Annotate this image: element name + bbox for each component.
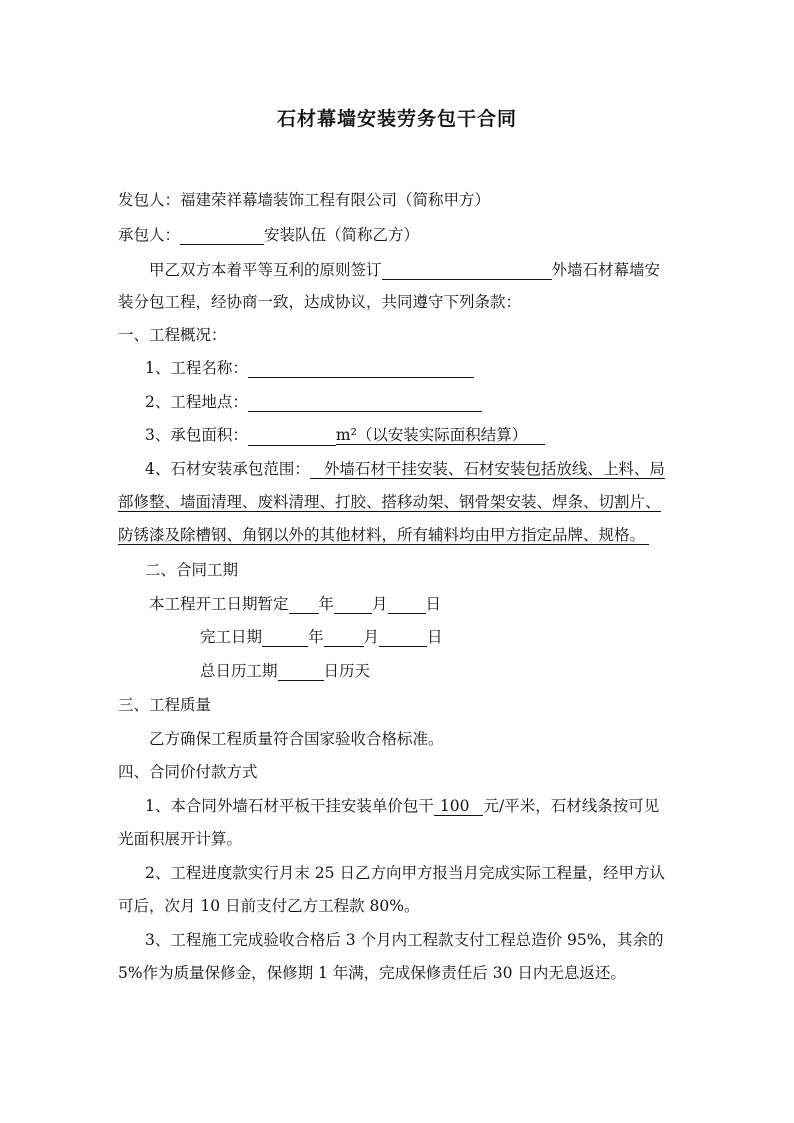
project-location-line [145, 392, 482, 412]
scope-line-3 [118, 525, 649, 545]
total-duration-label: 总日历工期 [200, 662, 278, 680]
payment-item-2-line-1: 2、工程进度款实行月末 25 日乙方向甲方报当月完成实际工程量，经甲方认 [145, 864, 665, 882]
end-month-label: 月 [363, 628, 380, 646]
start-year-label: 年 [318, 595, 335, 613]
quality-text: 乙方确保工程质量符合国家验收合格标准。 [149, 730, 444, 748]
payment-item-1-prefix: 1、本合同外墙石材平板干挂安装单价包干 [145, 797, 434, 815]
document-title: 石材幕墙安装劳务包干合同 [276, 108, 517, 130]
contract-area-suffix: m²（以安装实际面积结算） [336, 426, 545, 445]
contract-area-label: 3、承包面积： [145, 426, 248, 444]
payment-item-1-line-1 [145, 796, 659, 816]
contractor-line [118, 225, 419, 245]
scope-text-1: 外墙石材干挂安装、石材安装包括放线、上料、局 [310, 460, 665, 479]
end-date-label: 完工日期 [200, 628, 263, 646]
total-duration-suffix: 日历天 [323, 662, 371, 680]
contract-area-blank[interactable] [248, 427, 336, 446]
scope-text-3: 防锈漆及除槽钢、角钢以外的其他材料，所有辅料均由甲方指定品牌、规格。 [118, 526, 649, 545]
contractor-blank[interactable] [180, 226, 264, 245]
start-month-blank[interactable] [334, 595, 372, 614]
end-day-blank[interactable] [379, 628, 427, 647]
scope-line-1 [145, 459, 665, 479]
intro-prefix: 甲乙双方本着平等互利的原则签订 [149, 261, 382, 279]
intro-suffix: 外墙石材幕墙安 [551, 261, 661, 279]
end-date-line [200, 627, 443, 647]
intro-line-1 [149, 260, 660, 280]
end-year-blank[interactable] [262, 628, 308, 647]
project-name-blank[interactable] [248, 359, 474, 378]
contractor-label: 承包人： [118, 226, 181, 244]
start-day-blank[interactable] [388, 595, 426, 614]
total-duration-blank[interactable] [278, 662, 324, 681]
section1-heading: 一、工程概况： [118, 326, 227, 344]
total-duration-line [200, 661, 370, 681]
start-date-label: 本工程开工日期暂定 [149, 595, 289, 613]
start-month-label: 月 [372, 595, 388, 613]
section3-heading: 三、工程质量 [118, 696, 212, 714]
contract-area-line [145, 425, 545, 446]
project-blank[interactable] [382, 261, 552, 280]
payment-item-1-line-2: 光面积展开计算。 [118, 830, 243, 848]
intro-line-2: 装分包工程，经协商一致，达成协议，共同遵守下列条款： [118, 293, 522, 311]
scope-text-2: 部修整、墙面清理、废料清理、打胶、搭移动架、钢骨架安装、焊条、切割片、 [118, 493, 661, 511]
payment-item-3-line-1: 3、工程施工完成验收合格后 3 个月内工程款支付工程总造价 95%，其余的 [145, 931, 664, 949]
project-location-blank[interactable] [248, 393, 482, 412]
start-day-label: 日 [425, 595, 442, 613]
payment-item-3-line-2: 5%作为质量保修金，保修期 1 年满，完成保修责任后 30 日内无息返还。 [118, 964, 626, 982]
payment-item-1-suffix: 元/平米，石材线条按可见 [483, 797, 660, 815]
scope-label: 4、石材安装承包范围： [145, 460, 310, 478]
end-month-blank[interactable] [324, 628, 364, 647]
employer-line: 发包人：福建荣祥幕墙装饰工程有限公司（简称甲方） [118, 191, 491, 209]
section4-heading: 四、合同价付款方式 [118, 763, 258, 781]
start-date-line [149, 594, 441, 614]
scope-line-2 [118, 492, 661, 512]
project-location-label: 2、工程地点： [145, 393, 248, 411]
payment-item-2-line-2: 可后，次月 10 日前支付乙方工程款 80%。 [118, 897, 420, 915]
unit-price-value: 100 [434, 797, 484, 816]
end-day-label: 日 [427, 628, 443, 646]
project-name-label: 1、工程名称： [145, 359, 248, 377]
project-name-line [145, 358, 474, 378]
start-year-blank[interactable] [289, 595, 319, 614]
section2-heading: 二、合同工期 [145, 561, 239, 579]
end-year-label: 年 [308, 628, 324, 646]
contractor-suffix: 安装队伍（简称乙方） [264, 226, 420, 244]
